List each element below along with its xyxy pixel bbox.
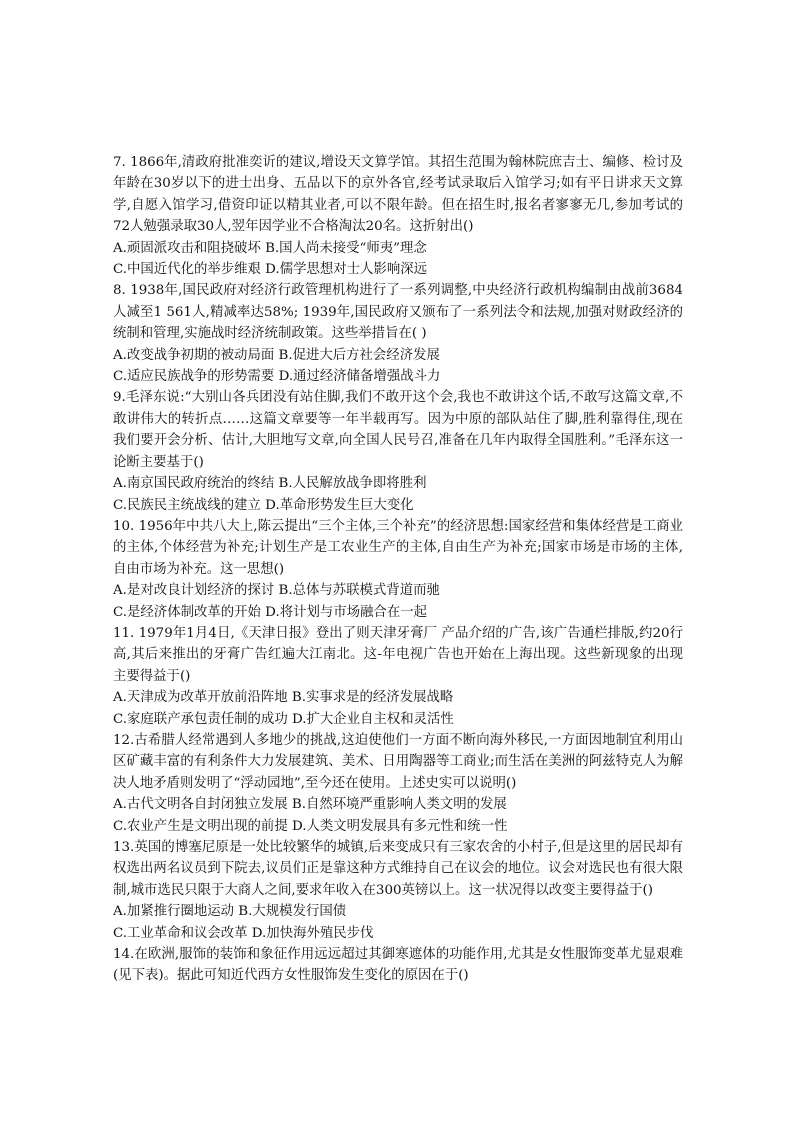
exam-page (113, 152, 683, 987)
question-9 (113, 387, 683, 515)
question-options-ab: A.南京国民政府统治的终结 B.人民解放战争即将胜利 (113, 476, 427, 492)
question-options-cd: C.家庭联产承包责任制的成功 D.扩大企业自主权和灵活性 (113, 711, 454, 727)
question-stem: 8. 1938年,国民政府对经济行政管理机构进行了一系列调整,中央经济行政机构编制由战前3684人减至1 561人,精减率达58%; 1939年,国民政府又颁布了一系列法令和法规,加强对财政经济的统制和管理,实施战时经济统制政策。这些举措旨在( ) (113, 283, 683, 342)
question-stem: 11. 1979年1月4日,《天津日报》登出了则天津牙膏厂 产品介绍的广告,该广告通栏排版,约20行高,其后来推出的牙膏广告红遍大江南北。这-年电视广告也开始在上海出现。这些新现象的出现主要得益于() (113, 625, 683, 684)
question-10 (113, 516, 683, 623)
question-options-cd: C.工业革命和议会改革 D.加快海外殖民步伐 (113, 925, 374, 941)
question-options-cd: C.中国近代化的举步维艰 D.儒学思想对士人影响深远 (113, 262, 427, 278)
question-options-cd: C.农业产生是文明出现的前提 D.人类文明发展具有多元性和统一性 (113, 818, 508, 834)
question-stem: 10. 1956年中共八大上,陈云提出“三个主体,三个补充”的经济思想:国家经营和集体经营是工商业的主体,个体经营为补充;计划生产是工农业生产的主体,自由生产为补充;国家市场是市场的主体,自由市场为补充。这一思想() (113, 518, 683, 577)
question-options-ab: A.改变战争初期的被动局面 B.促进大后方社会经济发展 (113, 347, 440, 363)
question-options-ab: A.是对改良计划经济的探讨 B.总体与苏联模式背道而驰 (113, 583, 440, 599)
question-12 (113, 730, 683, 837)
question-options-ab: A.顽固派攻击和阻挠破坏 B.国人尚未接受“师夷”理念 (113, 240, 427, 256)
question-options-ab: A.天津成为改革开放前沿阵地 B.实事求是的经济发展战略 (113, 690, 454, 706)
question-11 (113, 623, 683, 730)
question-options-cd: C.民族民主统战线的建立 D.革命形势发生巨大变化 (113, 497, 414, 513)
question-stem: 14.在欧洲,服饰的装饰和象征作用远远超过其御寒遮体的功能作用,尤其是女性服饰变革尤显艰难(见下表)。据此可知近代西方女性服饰发生变化的原因在于() (113, 947, 683, 984)
question-stem: 13.英国的博塞尼原是一处比较繁华的城镇,后来变成只有三家农舍的小村子,但是这里的居民却有权选出两名议员到下院去,议员们正是靠这种方式维持自己在议会的地位。议会对选民也有很大限制,城市选民只限于大商人之间,要求年收入在300英镑以上。这一状况得以改变主要得益于() (113, 840, 683, 898)
question-stem: 9.毛泽东说:“大别山各兵团没有站住脚,我们不敢开这个会,我也不敢讲这个话,不敢写这篇文章,不敢讲伟大的转折点……这篇文章要等一年半载再写。因为中原的部队站住了脚,胜利靠得住,现在我们要开会分析、估计,大胆地写文章,向全国人民号召,准备在几年内取得全国胜利。”毛泽东这一论断主要基于() (113, 390, 683, 470)
question-7 (113, 152, 683, 280)
question-options-ab: A.加紧推行圈地运动 B.大规模发行国债 (113, 904, 347, 920)
question-13 (113, 837, 683, 944)
question-options-cd: C.是经济体制改革的开始 D.将计划与市场融合在一起 (113, 604, 427, 620)
question-options-cd: C.适应民族战争的形势需要 D.通过经济储备增强战斗力 (113, 369, 441, 385)
question-14 (113, 944, 683, 987)
question-stem: 7. 1866年,清政府批准奕䜣的建议,增设天文算学馆。其招生范围为翰林院庶吉士、编修、检讨及年龄在30岁以下的进士出身、五品以下的京外各官,经考试录取后入馆学习;如有平日讲求天文算学,自愿入馆学习,借资印证以精其业者,可以不限年龄。但在招生时,报名者寥寥无几,参加考试的72人勉强录取30人,翌年因学业不合格淘汰20名。这折射出() (113, 155, 683, 235)
question-options-ab: A.古代文明各自封闭独立发展 B.自然环境严重影响人类文明的发展 (113, 797, 507, 813)
question-8 (113, 280, 683, 387)
question-stem: 12.古希腊人经常遇到人多地少的挑战,这迫使他们一方面不断向海外移民,一方面因地制宜利用山区矿藏丰富的有利条件大力发展建筑、美术、日用陶器等工商业;而生活在美洲的阿兹特克人为解决人地矛盾则发明了“浮动园地”,至今还在使用。上述史实可以说明() (113, 732, 683, 791)
